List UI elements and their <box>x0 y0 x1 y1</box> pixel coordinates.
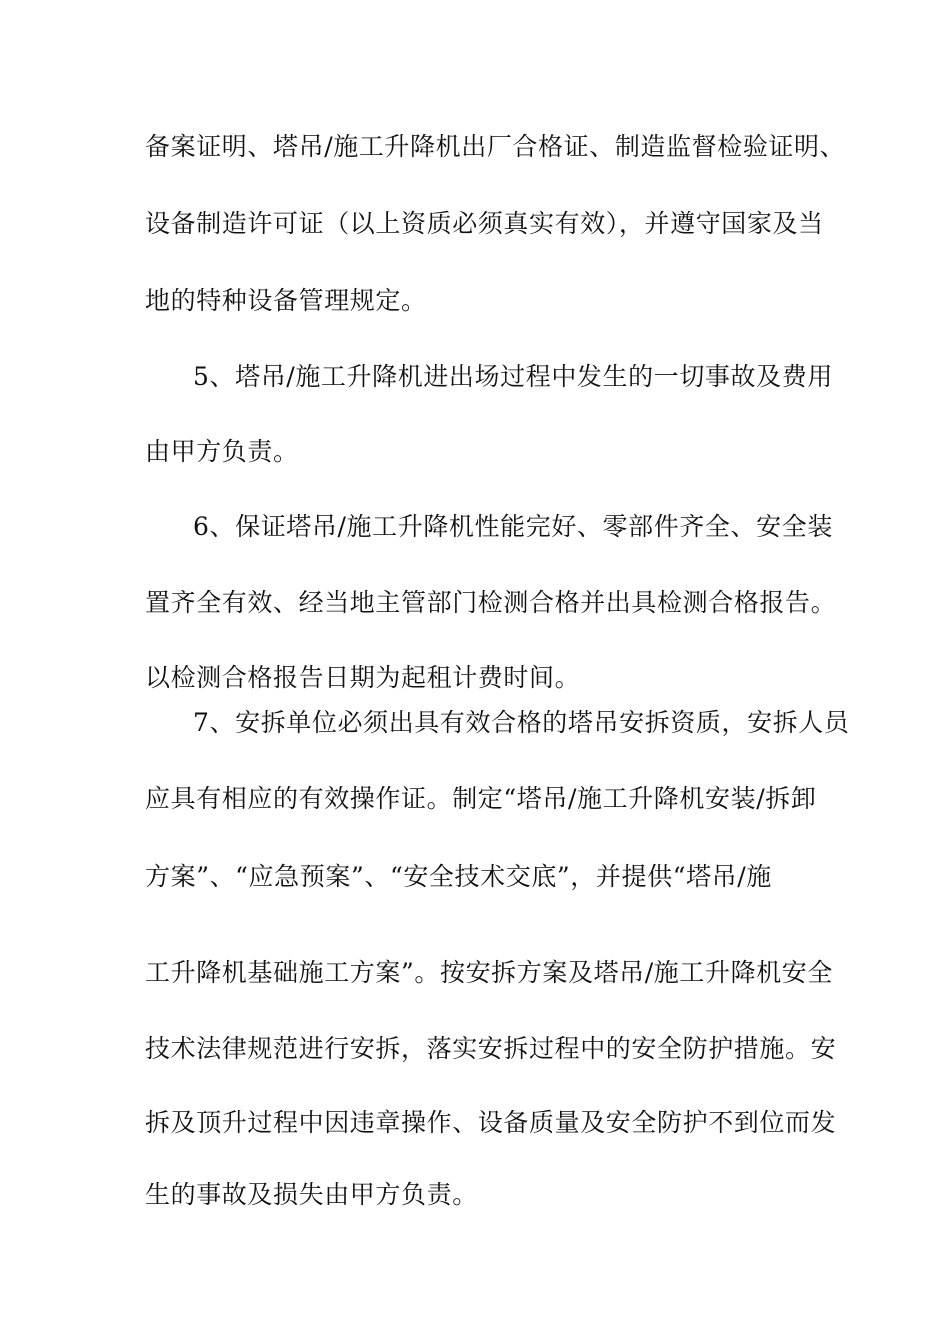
text-line: 置齐全有效、经当地主管部门检测合格并出具检测合格报告。 <box>145 588 837 617</box>
text-line: 方案”、“应急预案”、“安全技术交底”，并提供“塔吊/施 <box>145 862 772 891</box>
text-line: 应具有相应的有效操作证。制定“塔吊/施工升降机安装/拆卸 <box>145 784 817 813</box>
text-line: 由甲方负责。 <box>145 437 299 466</box>
text-line: 以检测合格报告日期为起租计费时间。 <box>145 663 581 692</box>
text-line: 工升降机基础施工方案”。按安拆方案及塔吊/施工升降机安全 <box>145 958 834 987</box>
text-line: 技术法律规范进行安拆，落实安拆过程中的安全防护措施。安 <box>145 1034 837 1063</box>
text-line: 备案证明、塔吊/施工升降机出厂合格证、制造监督检验证明、 <box>145 132 846 161</box>
text-line: 设备制造许可证（以上资质必须真实有效），并遵守国家及当 <box>145 209 824 238</box>
text-line: 生的事故及损失由甲方负责。 <box>145 1180 478 1209</box>
text-line: 6、保证塔吊/施工升降机性能完好、零部件齐全、安全装 <box>193 512 833 541</box>
text-line: 地的特种设备管理规定。 <box>145 286 427 315</box>
text-line: 5、塔吊/施工升降机进出场过程中发生的一切事故及费用 <box>193 362 833 391</box>
text-line: 7、安拆单位必须出具有效合格的塔吊安拆资质，安拆人员 <box>193 708 850 737</box>
text-line: 拆及顶升过程中因违章操作、设备质量及安全防护不到位而发 <box>145 1108 837 1137</box>
